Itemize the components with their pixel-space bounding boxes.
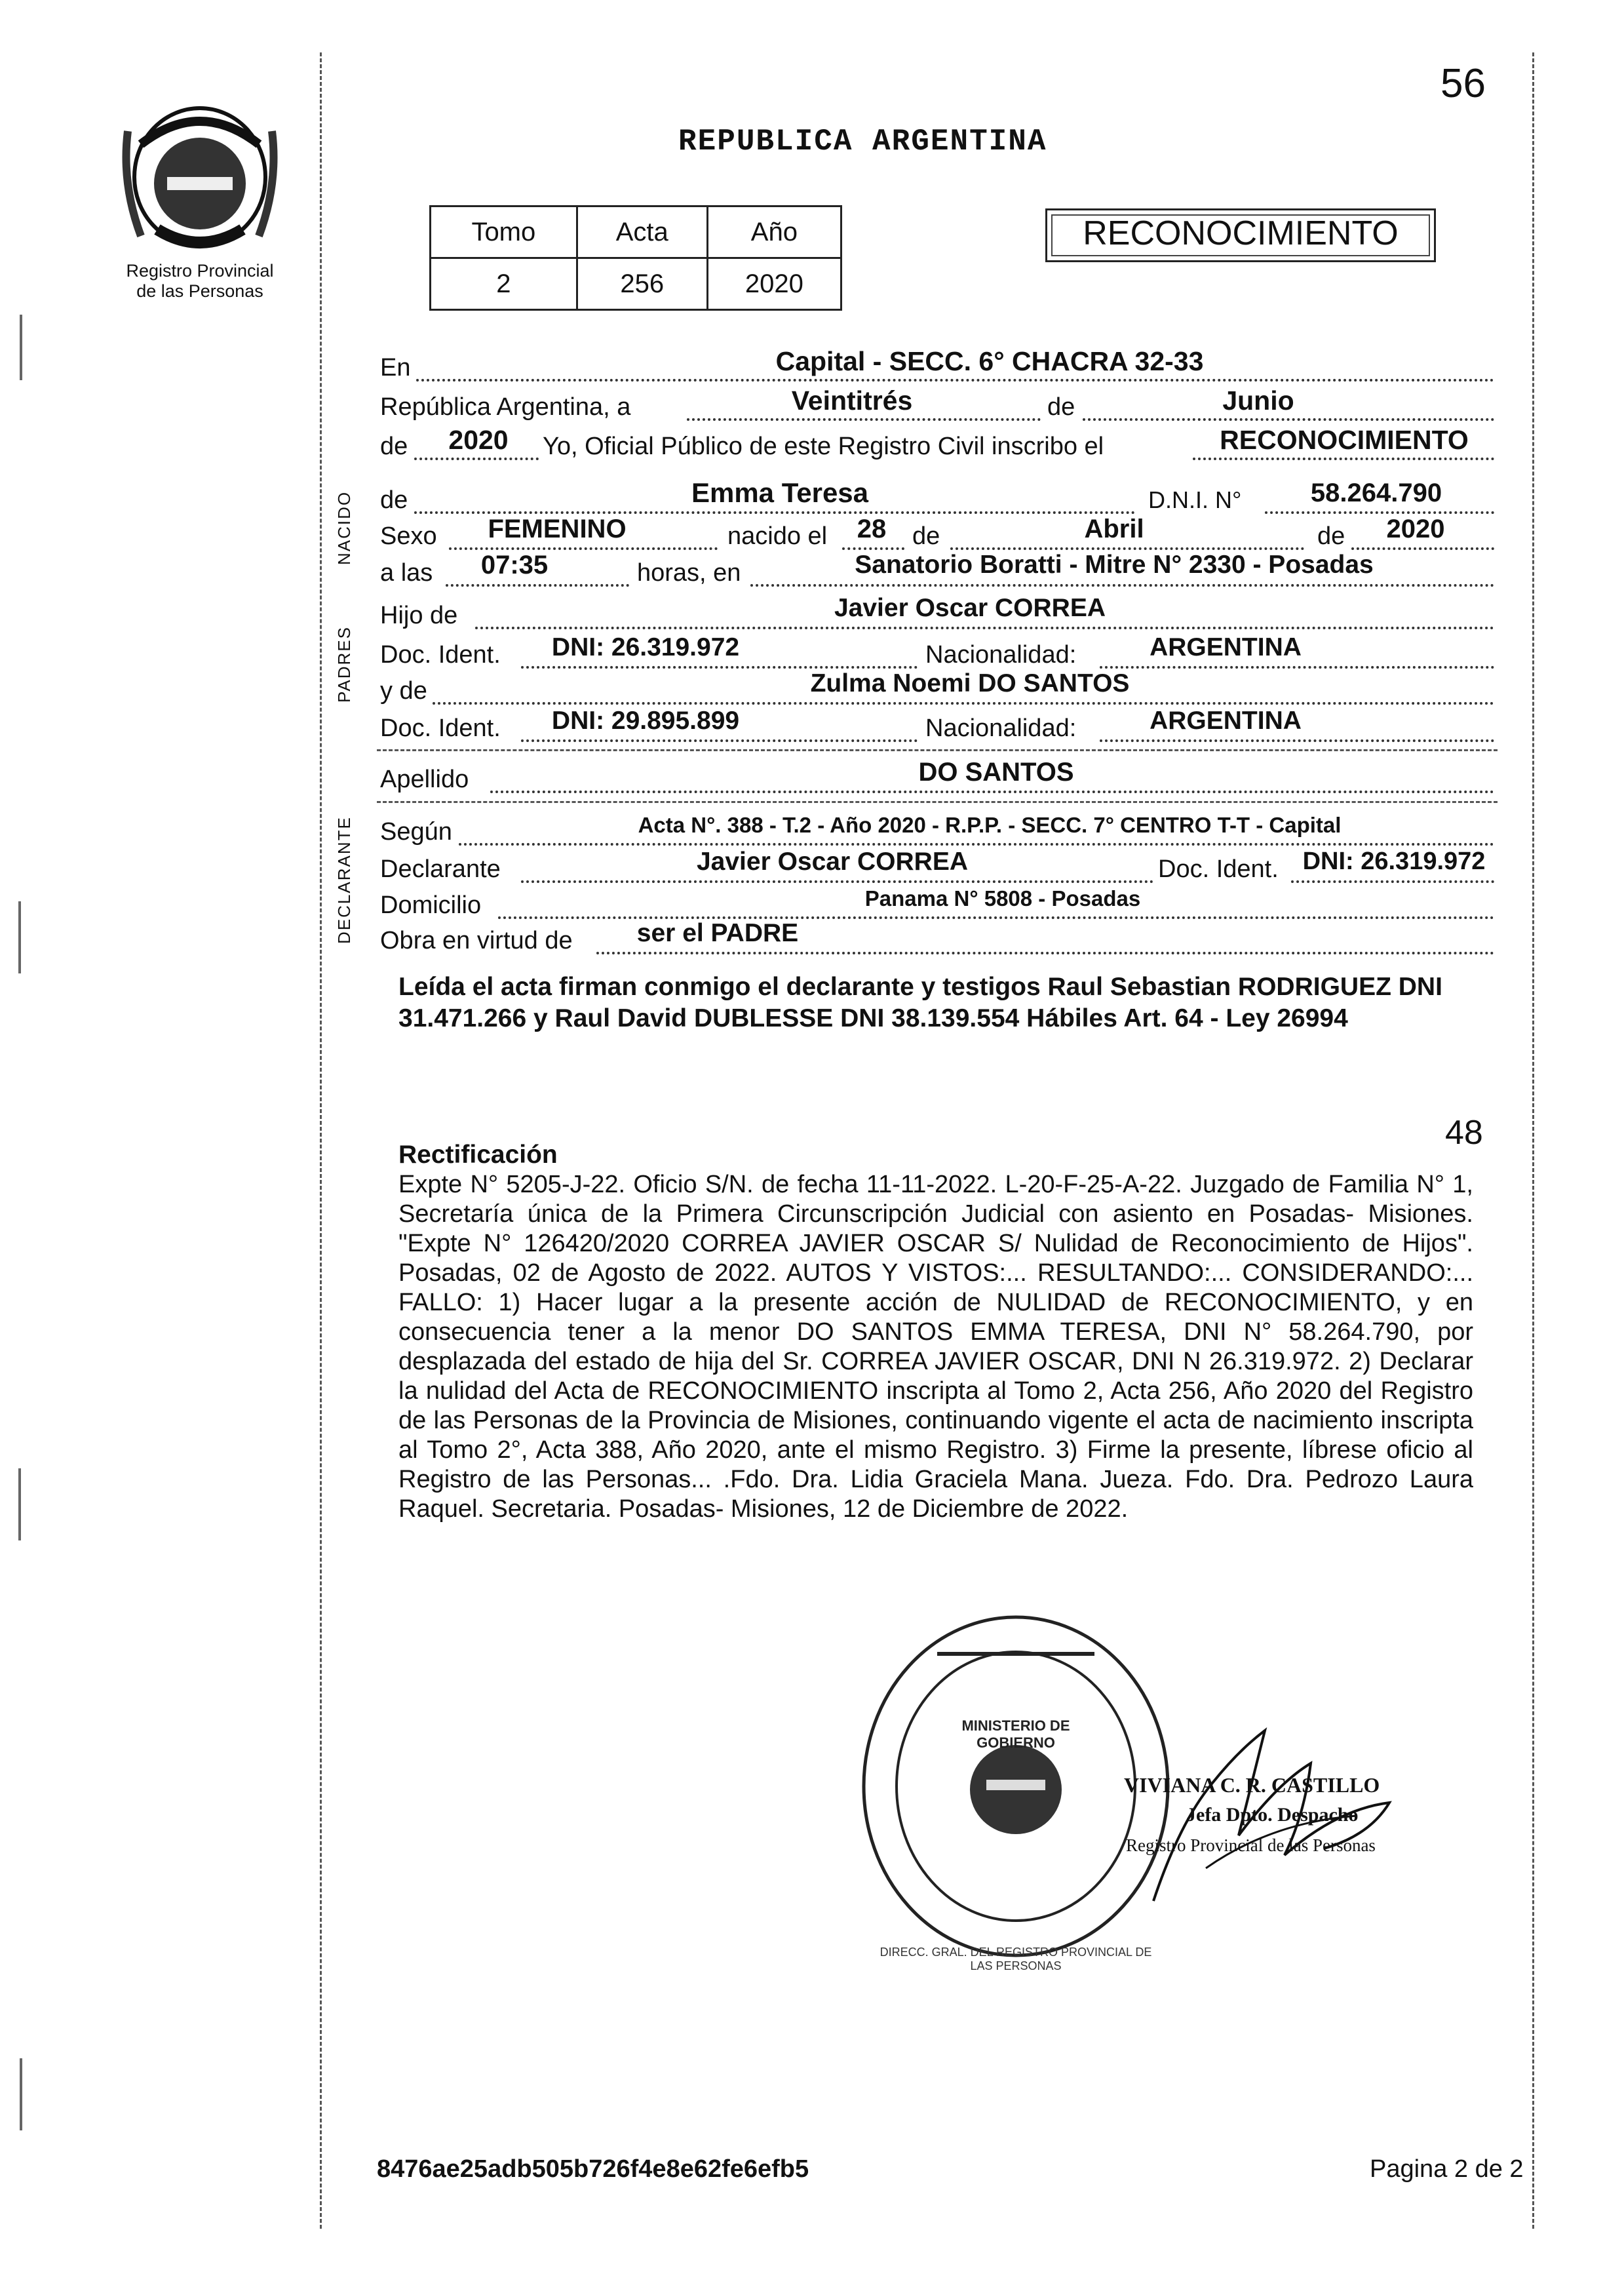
nac-anio-dots xyxy=(1351,547,1494,550)
nac-dia-value: 28 xyxy=(857,515,887,543)
tav-value-acta: 256 xyxy=(577,258,707,310)
apellido-label: Apellido xyxy=(380,766,469,793)
lugar-value: Sanatorio Boratti - Mitre N° 2330 - Posadas xyxy=(855,551,1374,579)
inscribo-dots xyxy=(1193,458,1494,460)
de-label-mes: de xyxy=(1047,393,1075,421)
anio-value: 2020 xyxy=(448,425,509,455)
nac-mes-dots xyxy=(950,547,1304,550)
obra-label: Obra en virtud de xyxy=(380,927,573,954)
madre-doc-value: DNI: 29.895.899 xyxy=(551,707,740,735)
document-hash: 8476ae25adb505b726f4e8e62fe6efb5 xyxy=(377,2155,809,2183)
signer-role: Jefa Dpto. Despacho xyxy=(1186,1804,1359,1826)
nacido-label: nacido el xyxy=(727,522,828,550)
tomo-acta-anio-table xyxy=(429,205,842,311)
tav-value-tomo: 2 xyxy=(431,258,577,310)
nac-de2-label: de xyxy=(1317,522,1345,550)
dni-dots xyxy=(1265,511,1494,514)
logo-caption-line2: de las Personas xyxy=(136,281,263,301)
stamp-inner-text: MINISTERIO DE GOBIERNO xyxy=(961,1717,1070,1751)
page-indicator: Pagina 2 de 2 xyxy=(1370,2155,1524,2183)
signer-org: Registro Provincial de las Personas xyxy=(1126,1835,1376,1855)
signer-name: VIVIANA C. R. CASTILLO xyxy=(1124,1773,1380,1797)
side-label-declarante: DECLARANTE xyxy=(334,816,354,944)
padre-nac-label: Nacionalidad: xyxy=(925,641,1077,669)
side-label-padres: PADRES xyxy=(334,626,354,703)
madre-nac-dots xyxy=(1100,739,1494,742)
segun-dots xyxy=(459,843,1494,846)
domicilio-label: Domicilio xyxy=(380,891,482,919)
segun-value: Acta N°. 388 - T.2 - Año 2020 - R.P.P. - SECC. 7° CENTRO T-T - Capital xyxy=(638,813,1342,837)
hora-value: 07:35 xyxy=(480,551,549,579)
yo-text: Yo, Oficial Público de este Registro Civil inscribo el xyxy=(543,433,1104,460)
decl-doc-value: DNI: 26.319.972 xyxy=(1302,848,1486,875)
domicilio-value: Panama N° 5808 - Posadas xyxy=(864,886,1141,911)
declarante-label: Declarante xyxy=(380,855,501,883)
segun-label: Según xyxy=(380,818,452,846)
mes-dots xyxy=(1083,418,1494,421)
sexo-label: Sexo xyxy=(380,522,437,550)
nac-de-label: de xyxy=(912,522,940,550)
padres-divider xyxy=(377,749,1498,751)
padre-dots xyxy=(475,627,1494,629)
nombre-value: Emma Teresa xyxy=(691,477,869,508)
act-type-label: RECONOCIMIENTO xyxy=(1083,214,1399,252)
nac-mes-value: Abril xyxy=(1084,515,1144,543)
padre-doc-value: DNI: 26.319.972 xyxy=(551,633,740,661)
en-label: En xyxy=(380,354,411,382)
yde-label: y de xyxy=(380,677,427,705)
rectificacion-text: Expte N° 5205-J-22. Oficio S/N. de fecha 11-11-2022. L-20-F-25-A-22. Juzgado de Familia N° 1, Secretaría única de la Primera Circunscripción Judicial con asiento en Posadas- Misiones. "Expte N° 126420/2020 CORREA JAVIER OSCAR S/ Nulidad de Reconocimiento de Hijos". Posadas, 02 de Agosto de 2022. AUTOS Y VISTOS:... RESULTANDO:... CONSIDERANDO:... FALLO: 1) Hacer lugar a la presente acción de NULIDAD de RECONOCIMIENTO, y en consecuencia tener a la menor DO SANTOS EMMA TERESA, DNI N° 58.264.790, por desplazada del estado de hija del Sr. CORREA JAVIER OSCAR, DNI N 26.319.972. 2) Declarar la nulidad del Acta de RECONOCIMIENTO inscripta al Tomo 2, Acta 256, Año 2020 del Registro de las Personas de la Provincia de Misiones, continuando vigente el acta de nacimiento inscripta al Tomo 2°, Acta 388, Año 2020, ante el mismo Registro. 3) Firme la presente, líbrese oficio al Registro de las Personas... .Fdo. Dra. Lidia Graciela Mana. Jueza. Fdo. Dra. Pedrozo Laura Raquel. Secretaria. Posadas- Misiones, 12 de Diciembre de 2022. xyxy=(398,1171,1473,1523)
tav-value-anio: 2020 xyxy=(707,258,841,310)
madre-nac-label: Nacionalidad: xyxy=(925,715,1077,742)
provincia-misiones-seal-icon xyxy=(121,105,279,256)
nombre-label: de xyxy=(380,486,408,514)
stamp-ring-text: DIRECC. GRAL. DEL REGISTRO PROVINCIAL DE LAS PERSONAS xyxy=(880,1946,1152,1972)
sexo-value: FEMENINO xyxy=(488,515,627,543)
sexo-dots xyxy=(449,547,718,550)
madre-value: Zulma Noemi DO SANTOS xyxy=(810,669,1130,697)
nombre-dots xyxy=(414,511,1135,514)
mes-value: Junio xyxy=(1222,385,1294,416)
dia-value: Veintitrés xyxy=(791,385,913,416)
padre-value: Javier Oscar CORREA xyxy=(834,594,1106,622)
madre-doc-label: Doc. Ident. xyxy=(380,715,501,742)
inscribo-value: RECONOCIMIENTO xyxy=(1220,425,1469,455)
apellido-value: DO SANTOS xyxy=(918,758,1074,787)
registro-logo xyxy=(121,105,279,256)
dia-dots xyxy=(687,418,1041,421)
horas-label: horas, en xyxy=(637,559,741,587)
en-value: Capital - SECC. 6° CHACRA 32-33 xyxy=(775,346,1204,376)
alas-label: a las xyxy=(380,559,433,587)
padre-nac-value: ARGENTINA xyxy=(1150,633,1302,661)
left-margin-line xyxy=(320,52,322,2229)
scan-mark-2 xyxy=(18,901,26,973)
obra-value: ser el PADRE xyxy=(636,919,799,947)
tav-header-tomo: Tomo xyxy=(431,206,577,258)
de-label-anio: de xyxy=(380,433,408,460)
decl-doc-dots xyxy=(1291,880,1494,883)
dni-label: D.N.I. N° xyxy=(1148,486,1242,513)
tav-header-acta: Acta xyxy=(577,206,707,258)
declarante-dots xyxy=(521,880,1153,883)
page-number: 56 xyxy=(1440,61,1486,106)
apellido-dots xyxy=(490,791,1494,793)
tav-value-row xyxy=(431,258,841,310)
annotation-number: 48 xyxy=(1445,1114,1483,1152)
padre-doc-dots xyxy=(521,666,918,669)
en-dots xyxy=(416,379,1494,382)
lugar-dots xyxy=(750,584,1494,587)
scan-mark-3 xyxy=(18,1468,26,1540)
side-label-nacido: NACIDO xyxy=(334,490,354,565)
tav-header-row xyxy=(431,206,841,258)
obra-dots xyxy=(596,952,1494,954)
apellido-divider xyxy=(377,801,1498,803)
leida-paragraph: Leída el acta firman conmigo el declarante y testigos Raul Sebastian RODRIGUEZ DNI 31.471.266 y Raul David DUBLESSE DNI 38.139.554 Hábiles Art. 64 - Ley 26994 xyxy=(398,973,1442,1032)
hijo-label: Hijo de xyxy=(380,602,458,629)
rectificacion-title: Rectificación xyxy=(398,1141,558,1169)
dni-value: 58.264.790 xyxy=(1310,479,1442,507)
madre-nac-value: ARGENTINA xyxy=(1150,707,1302,735)
padre-nac-dots xyxy=(1100,666,1494,669)
republica-label: República Argentina, a xyxy=(380,393,631,421)
nac-anio-value: 2020 xyxy=(1386,515,1445,543)
logo-caption xyxy=(105,261,295,302)
document-title: REPUBLICA ARGENTINA xyxy=(678,125,1047,159)
madre-doc-dots xyxy=(521,739,918,742)
anio-dots xyxy=(414,458,539,460)
scan-mark-4 xyxy=(20,2058,28,2130)
decl-doc-label: Doc. Ident. xyxy=(1158,855,1279,883)
right-margin-line xyxy=(1532,52,1534,2229)
declarante-value: Javier Oscar CORREA xyxy=(696,848,969,876)
tav-header-anio: Año xyxy=(707,206,841,258)
logo-caption-line1: Registro Provincial xyxy=(126,261,274,281)
madre-dots xyxy=(433,702,1494,705)
hora-dots xyxy=(446,584,629,587)
padre-doc-label: Doc. Ident. xyxy=(380,641,501,669)
scan-mark-1 xyxy=(20,315,28,380)
nac-dia-dots xyxy=(842,547,904,550)
